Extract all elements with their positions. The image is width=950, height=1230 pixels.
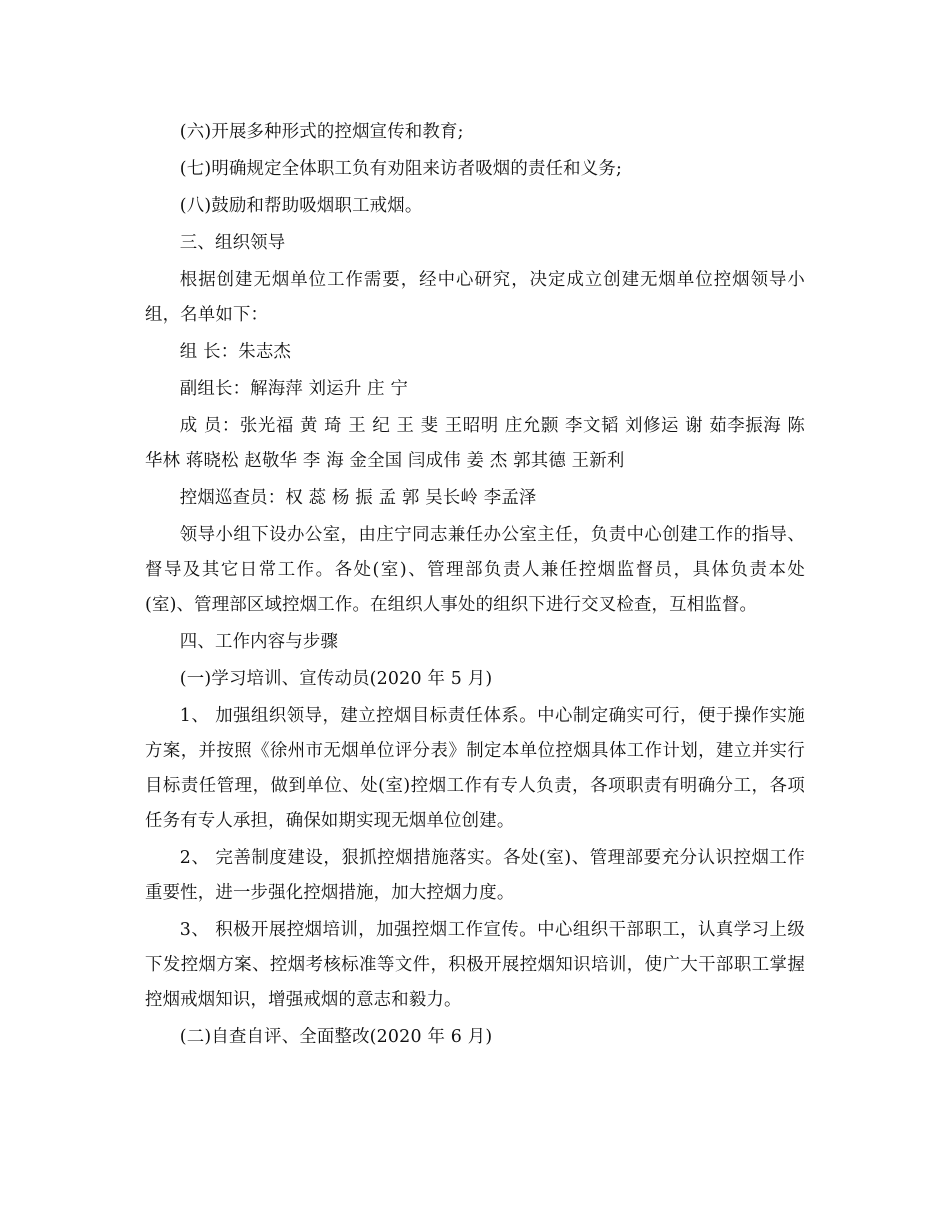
step-3-paragraph: 3、 积极开展控烟培训，加强控烟工作宣传。中心组织干部职工，认真学习上级下发控烟方案、控烟考核标准等文件，积极开展控烟知识培训，使广大干部职工掌握控烟戒烟知识，增强戒烟的意志和毅力。 [145, 920, 805, 1010]
paragraph-organization-intro: 根据创建无烟单位工作需要，经中心研究，决定成立创建无烟单位控烟领导小组，名单如下： [145, 270, 805, 325]
subheading-training: (一)学习培训、宣传动员(2020 年 5 月) [179, 669, 493, 689]
paragraph-item-8: (八)鼓励和帮助吸烟职工戒烟。 [179, 196, 423, 216]
document-body [145, 115, 805, 1055]
step-1-paragraph: 1、 加强组织领导，建立控烟目标责任体系。中心制定确实可行，便于操作实施方案，并按照《徐州市无烟单位评分表》制定本单位控烟具体工作计划，建立并实行目标责任管理，做到单位、处(室)控烟工作有专人负责，各项职责有明确分工，各项任务有专人承担，确保如期实现无烟单位创建。 [145, 706, 805, 831]
group-leader-line: 组 长：朱志杰 [179, 342, 292, 362]
section-heading-work-steps: 四、工作内容与步骤 [179, 632, 339, 652]
office-paragraph: 领导小组下设办公室，由庄宁同志兼任办公室主任，负责中心创建工作的指导、督导及其它日常工作。各处(室)、管理部负责人兼任控烟监督员，具体负责本处(室)、管理部区域控烟工作。在组织人事处的组织下进行交叉检查，互相监督。 [145, 525, 805, 615]
subheading-self-check: (二)自查自评、全面整改(2020 年 6 月) [179, 1027, 493, 1047]
deputy-leader-line: 副组长：解海萍 刘运升 庄 宁 [179, 379, 409, 399]
inspectors-line: 控烟巡查员：权 蕊 杨 振 孟 郭 吴长岭 李孟泽 [179, 488, 537, 508]
members-line: 成 员：张光福 黄 琦 王 纪 王 斐 王昭明 庄允颢 李文韬 刘修运 谢 茹李振海 陈华林 蒋晓松 赵敬华 李 海 金全国 闫成伟 姜 杰 郭其德 王新利 [145, 416, 805, 471]
step-2-paragraph: 2、 完善制度建设，狠抓控烟措施落实。各处(室)、管理部要充分认识控烟工作重要性，进一步强化控烟措施，加大控烟力度。 [145, 848, 805, 903]
section-heading-organization: 三、组织领导 [179, 233, 286, 253]
paragraph-item-7: (七)明确规定全体职工负有劝阻来访者吸烟的责任和义务; [179, 159, 623, 179]
paragraph-item-6: (六)开展多种形式的控烟宣传和教育; [179, 122, 464, 142]
